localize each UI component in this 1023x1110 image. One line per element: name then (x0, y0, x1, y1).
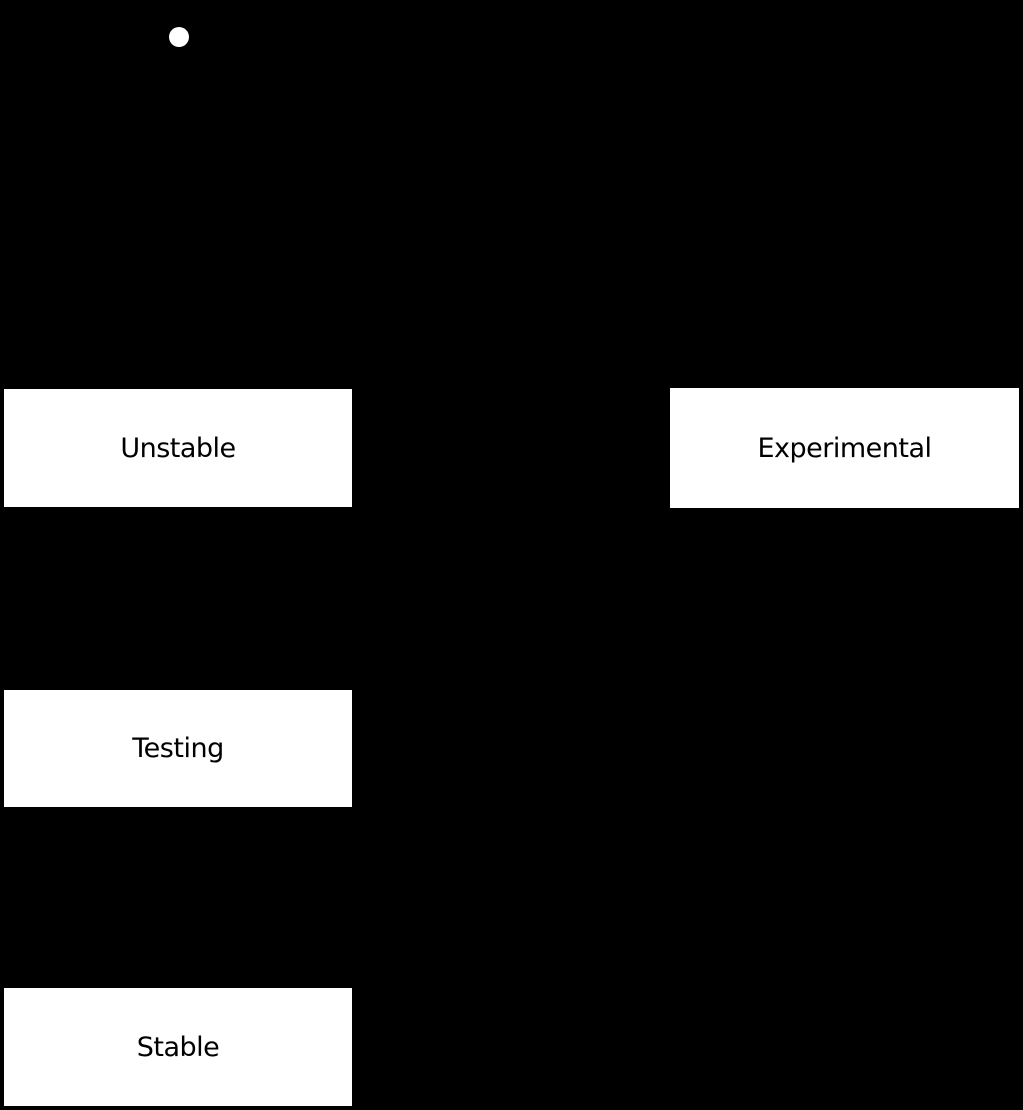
state-node-testing (4, 690, 352, 807)
state-node-unstable (4, 389, 352, 507)
start-state-dot-icon (169, 27, 189, 47)
state-node-label: Unstable (120, 432, 236, 464)
state-node-label: Testing (132, 733, 224, 764)
state-node-label: Stable (136, 1031, 220, 1063)
state-node-label: Experimental (757, 432, 932, 464)
state-node-stable (4, 988, 352, 1106)
state-node-experimental (670, 388, 1019, 508)
